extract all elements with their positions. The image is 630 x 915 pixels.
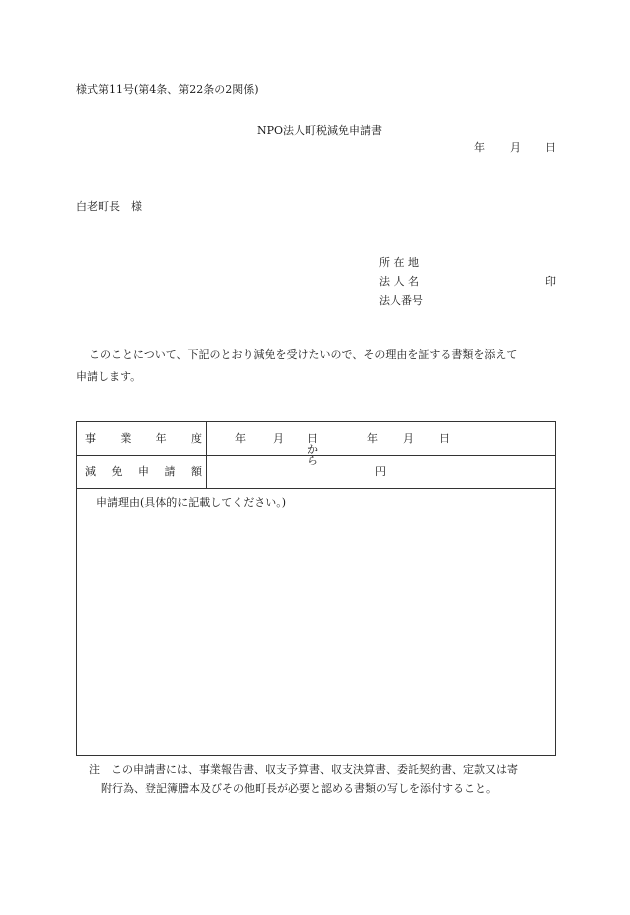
seal-mark: 印 (545, 275, 556, 288)
addressee: 白老町長 様 (76, 200, 142, 213)
period-from-day: 日から (307, 432, 318, 467)
amount-unit: 円 (375, 465, 386, 478)
date-year-label: 年 (474, 141, 485, 154)
fiscal-year-label: 事 業 年 度 (85, 432, 202, 445)
period-to-day: 日 (439, 432, 450, 445)
applicant-name-label: 法 人 名 (379, 275, 419, 288)
fiscal-year-row (77, 422, 555, 467)
corporate-number-label: 法人番号 (379, 294, 423, 307)
column-divider (206, 422, 207, 489)
footnote-line-2: 附行為、登記簿謄本及びその他町長が必要と認める書類の写しを添付すること。 (101, 782, 497, 795)
date-day-label: 日 (545, 141, 556, 154)
date-month-label: 月 (510, 141, 521, 154)
reason-label: 申請理由(具体的に記載してください。) (96, 496, 287, 509)
form-number: 様式第11号(第4条、第22条の2関係) (76, 83, 259, 96)
period-from-year: 年 (235, 432, 246, 445)
footnote (89, 760, 559, 798)
exemption-amount-label: 減 免 申 請 額 (85, 465, 202, 478)
statement-line-2: 申請します。 (76, 370, 142, 383)
document-title: NPO法人町税減免申請書 (257, 124, 383, 137)
statement-line-1: このことについて、下記のとおり減免を受けたいので、その理由を証する書類を添えて (89, 348, 518, 361)
exemption-amount-row (77, 455, 555, 489)
applicant-address-label: 所 在 地 (379, 256, 419, 269)
footnote-line-1: 注 この申請書には、事業報告書、収支予算書、収支決算書、委託契約書、定款又は寄 (89, 763, 518, 776)
application-table (76, 421, 556, 756)
period-from-month: 月 (273, 432, 284, 445)
period-to-month: 月 (403, 432, 414, 445)
period-to-year: 年 (367, 432, 378, 445)
